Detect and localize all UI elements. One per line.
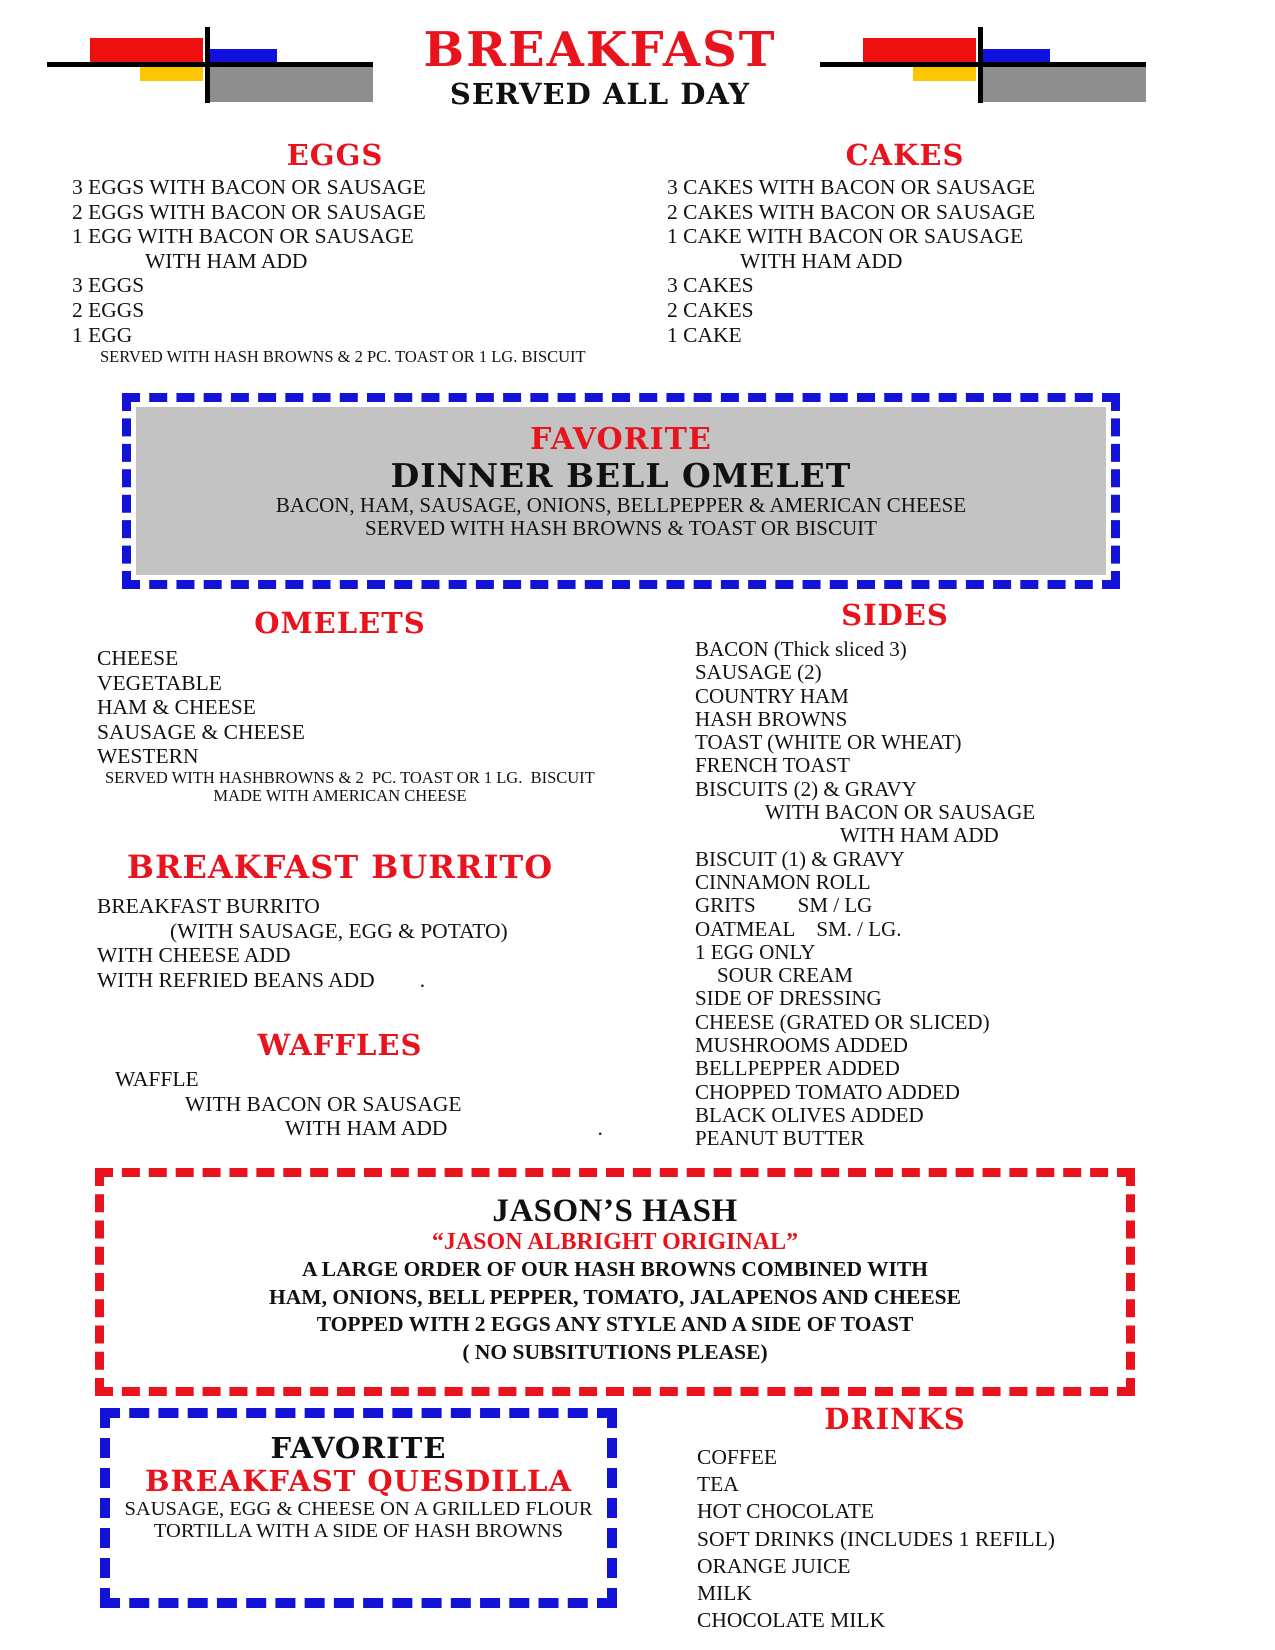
favorite-label: FAVORITE	[530, 422, 712, 457]
menu-item: 1 CAKE WITH BACON OR SAUSAGE	[667, 224, 1024, 249]
page-subtitle: SERVED ALL DAY	[449, 77, 751, 111]
logo-blue-block	[210, 49, 277, 63]
menu-item: HOT CHOCOLATE	[697, 1499, 874, 1524]
menu-item-text: WITH REFRIED BEANS ADD	[97, 967, 375, 992]
menu-item: WITH HAM ADD	[145, 248, 308, 273]
section-eggs	[60, 138, 610, 366]
favorite-description: TORTILLA WITH A SIDE OF HASH BROWNS	[153, 1520, 564, 1542]
section-sides	[630, 598, 1160, 1151]
menu-item: 2 CAKES	[667, 297, 754, 322]
logo-left	[47, 27, 373, 103]
menu-item: 3 CAKES	[667, 273, 754, 298]
menu-item: SAUSAGE (2)	[695, 660, 822, 685]
menu-item: FRENCH TOAST	[695, 753, 851, 778]
logo-red-block	[90, 38, 203, 63]
menu-item: WITH HAM ADD	[840, 823, 999, 848]
cakes-heading: CAKES	[845, 138, 965, 172]
section-drinks	[630, 1402, 1160, 1634]
menu-item: 3 EGGS	[72, 273, 145, 298]
menu-item: 3 CAKES WITH BACON OR SAUSAGE	[667, 175, 1036, 199]
menu-item: BISCUIT (1) & GRAVY	[695, 846, 905, 871]
menu-item: WESTERN	[97, 744, 199, 769]
menu-item: WAFFLE	[115, 1067, 199, 1091]
logo-vertical-line	[978, 27, 983, 103]
menu-item: CHEESE	[97, 646, 179, 670]
section-omelets	[60, 606, 620, 805]
logo-yellow-block	[913, 67, 976, 81]
price-dot: .	[597, 1116, 603, 1141]
menu-item: TEA	[697, 1472, 739, 1497]
waffles-heading: WAFFLES	[257, 1028, 423, 1062]
menu-item: CHEESE (GRATED OR SLICED)	[695, 1009, 990, 1034]
page-title: BREAKFAST	[423, 22, 777, 78]
logo-horizontal-line	[47, 62, 373, 67]
jasons-hash-subtitle: “JASON ALBRIGHT ORIGINAL”	[431, 1229, 799, 1255]
menu-item: 2 CAKES WITH BACON OR SAUSAGE	[667, 199, 1036, 224]
jasons-hash-description: HAM, ONIONS, BELL PEPPER, TOMATO, JALAPENOS AND CHEESE	[269, 1284, 961, 1309]
menu-item: WITH HAM ADD	[740, 248, 903, 273]
section-note: MADE WITH AMERICAN CHEESE	[213, 785, 467, 805]
menu-item: BELLPEPPER ADDED	[695, 1056, 900, 1081]
favorite-item-name: DINNER BELL OMELET	[390, 456, 852, 495]
menu-item: CHOCOLATE MILK	[697, 1608, 886, 1633]
menu-item: 1 EGG ONLY	[695, 939, 816, 964]
menu-item: COUNTRY HAM	[695, 683, 849, 708]
breakfast-burrito-heading: BREAKFAST BURRITO	[126, 848, 554, 886]
logo-vertical-line	[205, 27, 210, 103]
jasons-hash-description: TOPPED WITH 2 EGGS ANY STYLE AND A SIDE OF TOAST	[316, 1312, 914, 1336]
menu-item: 2 EGGS WITH BACON OR SAUSAGE	[72, 199, 426, 224]
menu-item: MUSHROOMS ADDED	[695, 1033, 908, 1058]
menu-item: BLACK OLIVES ADDED	[695, 1102, 924, 1127]
menu-item: BREAKFAST BURRITO	[97, 894, 320, 918]
favorite-omelet-box	[122, 393, 1120, 589]
logo-yellow-block	[140, 67, 203, 81]
logo-blue-block	[983, 49, 1050, 63]
omelets-heading: OMELETS	[254, 606, 426, 640]
price-dot: .	[419, 967, 426, 992]
section-note: SERVED WITH HASH BROWNS & 2 PC. TOAST OR 1 LG. BISCUIT	[100, 347, 586, 367]
menu-item: HASH BROWNS	[695, 706, 848, 731]
page-title-block	[375, 22, 825, 110]
menu-item: CHOPPED TOMATO ADDED	[695, 1079, 960, 1104]
menu-item: GRITS SM / LG	[695, 893, 873, 918]
section-cakes	[630, 138, 1180, 347]
menu-item: 1 EGG WITH BACON OR SAUSAGE	[72, 224, 414, 249]
menu-item: SOUR CREAM	[717, 963, 853, 988]
menu-item: 3 EGGS WITH BACON OR SAUSAGE	[72, 175, 426, 199]
menu-item: CINNAMON ROLL	[695, 869, 871, 894]
menu-item	[60, 1116, 620, 1141]
favorite-label: FAVORITE	[270, 1431, 447, 1465]
menu-item: 1 CAKE	[667, 322, 742, 347]
menu-item: TOAST (WHITE OR WHEAT)	[695, 730, 962, 755]
logo-red-block	[863, 38, 976, 63]
menu-item: COFFEE	[697, 1445, 778, 1469]
eggs-heading: EGGS	[286, 138, 384, 172]
favorite-description: SAUSAGE, EGG & CHEESE ON A GRILLED FLOUR	[124, 1498, 593, 1520]
drinks-heading: DRINKS	[824, 1402, 966, 1436]
section-waffles	[60, 1028, 620, 1141]
favorite-quesadilla-box	[100, 1408, 617, 1608]
sides-heading: SIDES	[841, 598, 949, 632]
jasons-hash-description: A LARGE ORDER OF OUR HASH BROWNS COMBINED WITH	[302, 1257, 928, 1281]
section-breakfast-burrito	[60, 848, 620, 992]
favorite-description: SERVED WITH HASH BROWNS & TOAST OR BISCUIT	[365, 515, 877, 540]
menu-item: ORANGE JUICE	[697, 1553, 851, 1578]
logo-right	[820, 27, 1146, 103]
logo-gray-block	[210, 67, 373, 102]
menu-item: BISCUITS (2) & GRAVY	[695, 776, 917, 801]
menu-item: (WITH SAUSAGE, EGG & POTATO)	[170, 918, 508, 943]
favorite-item-name: BREAKFAST QUESDILLA	[144, 1464, 573, 1498]
menu-item: OATMEAL SM. / LG.	[695, 916, 902, 941]
jasons-hash-box	[95, 1168, 1135, 1396]
menu-item: 1 EGG	[72, 322, 133, 347]
favorite-omelet-panel	[136, 407, 1106, 575]
menu-item: VEGETABLE	[97, 670, 222, 695]
menu-item: HAM & CHEESE	[97, 695, 256, 720]
menu-item: WITH BACON OR SAUSAGE	[185, 1091, 462, 1116]
menu-item: MILK	[697, 1581, 752, 1606]
menu-item: SOFT DRINKS (INCLUDES 1 REFILL)	[697, 1526, 1055, 1551]
menu-item: BACON (Thick sliced 3)	[695, 637, 907, 661]
jasons-hash-description: ( NO SUBSITUTIONS PLEASE)	[462, 1339, 768, 1364]
menu-item: WITH BACON OR SAUSAGE	[765, 800, 1036, 825]
menu-item: PEANUT BUTTER	[695, 1126, 865, 1151]
jasons-hash-title: JASON’S HASH	[492, 1193, 738, 1229]
menu-item: SIDE OF DRESSING	[695, 986, 882, 1011]
menu-item	[60, 968, 620, 993]
menu-item: SAUSAGE & CHEESE	[97, 719, 305, 744]
favorite-description: BACON, HAM, SAUSAGE, ONIONS, BELLPEPPER & AMERICAN CHEESE	[275, 493, 967, 517]
menu-item: 2 EGGS	[72, 297, 145, 322]
logo-gray-block	[983, 67, 1146, 102]
menu-item: WITH CHEESE ADD	[97, 943, 291, 968]
menu-item-text: WITH HAM ADD	[285, 1116, 448, 1141]
logo-horizontal-line	[820, 62, 1146, 67]
section-note: SERVED WITH HASHBROWNS & 2 PC. TOAST OR 1 LG. BISCUIT	[105, 767, 595, 787]
